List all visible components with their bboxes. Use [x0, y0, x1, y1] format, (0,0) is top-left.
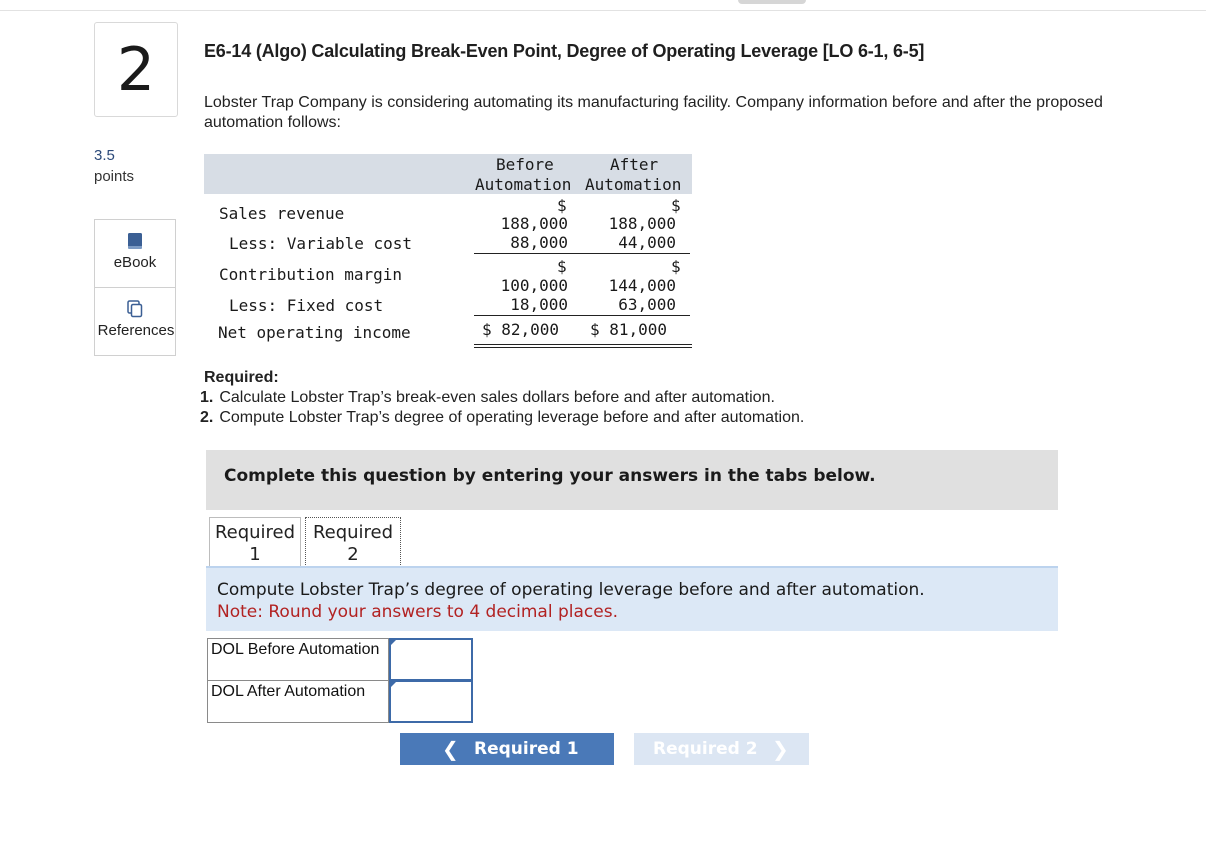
- fixed-cost-after: 63,000: [618, 295, 676, 314]
- tab-label-line1: Required: [312, 522, 394, 543]
- required-item-number: 2.: [200, 409, 214, 426]
- double-rule-top: [474, 344, 692, 345]
- instruction-text: Compute Lobster Trap’s degree of operating leverage before and after automation.: [217, 580, 925, 600]
- answer-label: DOL Before Automation: [207, 638, 389, 681]
- row-label-sales-revenue: Sales revenue: [219, 204, 345, 223]
- book-icon: [127, 232, 143, 250]
- answer-row-dol-before: [207, 638, 473, 681]
- header-after-line1: After: [610, 155, 659, 174]
- instruction-panel: [206, 566, 1058, 631]
- chevron-right-icon: ❯: [772, 737, 789, 761]
- variable-cost-before: 88,000: [510, 233, 568, 252]
- sales-revenue-before: 188,000: [500, 214, 568, 233]
- dol-before-input-cell[interactable]: [389, 638, 473, 681]
- net-operating-income-before: $ 82,000: [482, 320, 560, 339]
- top-scroll-tab[interactable]: [738, 0, 806, 4]
- tab-label-line2: 1: [249, 544, 261, 565]
- row-label-variable-cost: Less: Variable cost: [229, 234, 413, 253]
- required-heading: Required:: [204, 369, 279, 386]
- required-item-2: [200, 409, 804, 427]
- complete-banner: [206, 450, 1058, 510]
- subtotal-rule: [474, 315, 690, 316]
- tab-required-2[interactable]: [305, 517, 401, 567]
- question-intro: Lobster Trap Company is considering automating its manufacturing facility. Company information before and after the proposed automation follows:: [204, 94, 1103, 131]
- subtotal-rule: [474, 253, 690, 254]
- tab-label-line1: Required: [214, 522, 296, 543]
- dol-before-input[interactable]: [391, 640, 471, 679]
- double-rule-bottom: [474, 347, 692, 348]
- prev-required-1-button[interactable]: [400, 733, 614, 765]
- currency-sign: $: [671, 257, 681, 276]
- currency-sign: $: [557, 257, 567, 276]
- required-item-text: Compute Lobster Trap’s degree of operating leverage before and after automation.: [219, 409, 805, 426]
- top-divider: [0, 10, 1206, 11]
- dol-after-input[interactable]: [391, 682, 471, 721]
- row-label-contribution-margin: Contribution margin: [219, 265, 403, 284]
- copy-pages-icon: [127, 300, 143, 318]
- fixed-cost-before: 18,000: [510, 295, 568, 314]
- sales-revenue-after: 188,000: [608, 214, 676, 233]
- net-operating-income-after: $ 81,000: [590, 320, 668, 339]
- question-title: E6-14 (Algo) Calculating Break-Even Point, Degree of Operating Leverage [LO 6-1, 6-5]: [204, 41, 925, 61]
- dol-after-input-cell[interactable]: [389, 680, 473, 723]
- points-value: 3.5: [94, 147, 115, 164]
- currency-sign: $: [671, 196, 681, 215]
- currency-sign: $: [557, 196, 567, 215]
- prev-button-label: Required 1: [474, 739, 579, 759]
- required-item-1: [200, 389, 775, 407]
- ebook-label: eBook: [113, 254, 157, 271]
- input-corner-marker: [391, 682, 396, 687]
- points-block: [94, 145, 134, 187]
- points-label: points: [94, 168, 135, 185]
- header-before-line2: Automation: [475, 175, 572, 194]
- header-before-line1: Before: [496, 155, 554, 174]
- chevron-left-icon: ❮: [442, 737, 459, 761]
- next-required-2-button[interactable]: [634, 733, 809, 765]
- tab-label-line2: 2: [347, 544, 359, 565]
- references-button[interactable]: [94, 287, 176, 356]
- contribution-margin-after: 144,000: [608, 276, 676, 295]
- row-label-fixed-cost: Less: Fixed cost: [229, 296, 384, 315]
- row-label-net-operating-income: Net operating income: [218, 323, 411, 342]
- variable-cost-after: 44,000: [618, 233, 676, 252]
- complete-banner-text: Complete this question by entering your answers in the tabs below.: [224, 466, 876, 486]
- contribution-margin-before: 100,000: [500, 276, 568, 295]
- question-number: 2: [116, 35, 156, 105]
- required-item-number: 1.: [200, 389, 214, 406]
- references-label: References: [97, 322, 175, 339]
- tab-required-1[interactable]: [209, 517, 301, 567]
- header-after-line2: Automation: [585, 175, 682, 194]
- rounding-note: Note: Round your answers to 4 decimal places.: [217, 602, 618, 622]
- company-data-table: [204, 154, 692, 350]
- question-number-box: [94, 22, 178, 117]
- answer-label: DOL After Automation: [207, 680, 389, 723]
- required-item-text: Calculate Lobster Trap’s break-even sales dollars before and after automation.: [219, 389, 775, 406]
- answer-row-dol-after: [207, 680, 473, 723]
- ebook-button[interactable]: [94, 219, 176, 287]
- next-button-label: Required 2: [653, 739, 758, 759]
- input-corner-marker: [391, 640, 396, 645]
